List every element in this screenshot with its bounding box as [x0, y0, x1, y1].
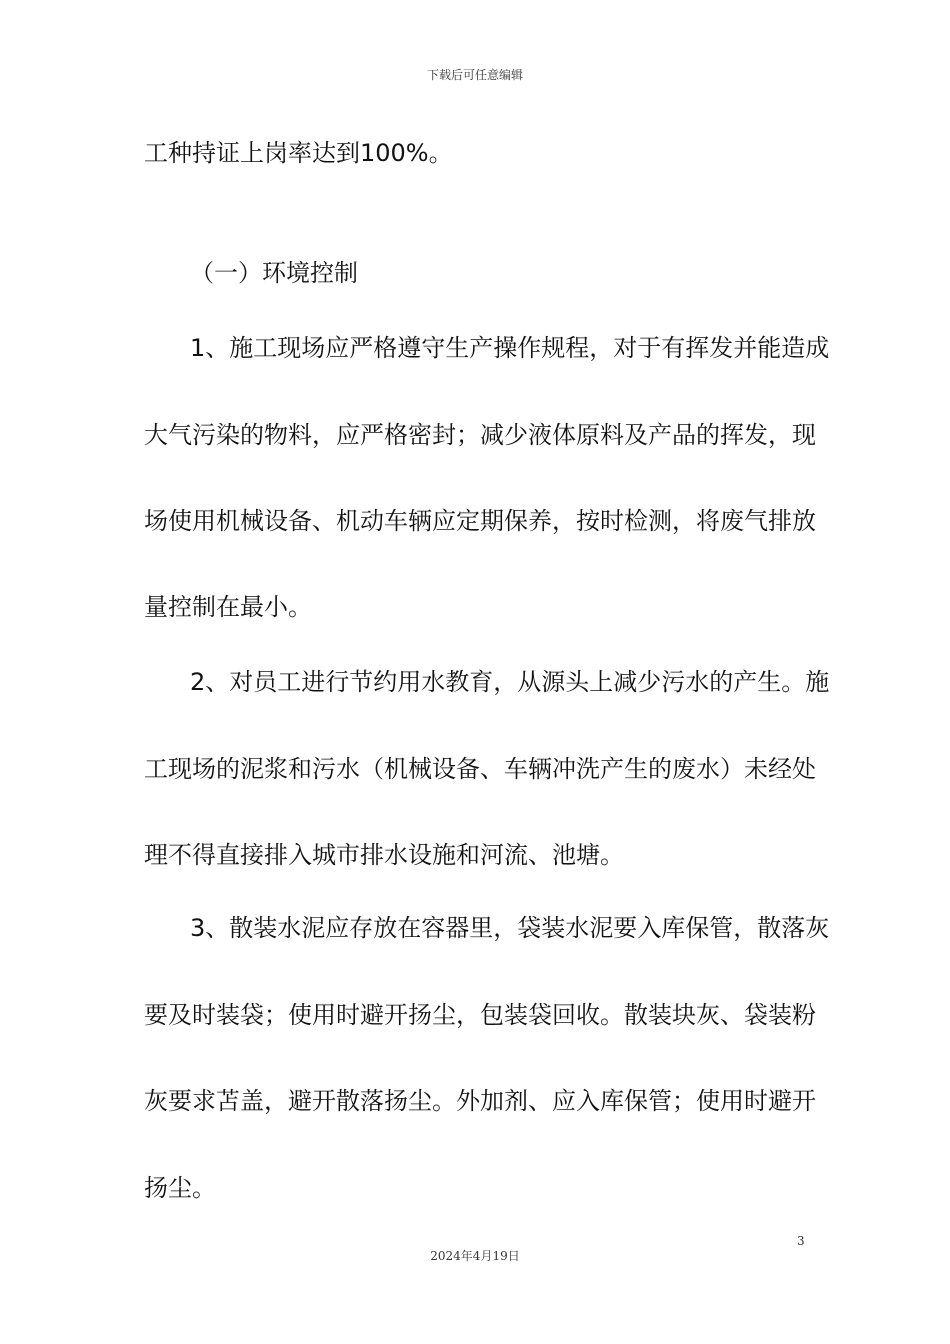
- section-heading: （一）环境控制: [190, 259, 358, 287]
- text-line: 大气污染的物料，应严格密封；减少液体原料及产品的挥发，现: [144, 421, 816, 449]
- page-header: 下载后可任意编辑: [426, 68, 523, 82]
- text-line: 灰要求苫盖，避开散落扬尘。外加剂、应入库保管；使用时避开: [144, 1087, 816, 1115]
- text-line: 1、施工现场应严格遵守生产操作规程，对于有挥发并能造成: [190, 334, 830, 362]
- page-footer-date: 2024年4月19日: [430, 1249, 520, 1263]
- text-line: 扬尘。: [144, 1174, 216, 1202]
- text-line: 3、散装水泥应存放在容器里，袋装水泥要入库保管，散落灰: [190, 914, 830, 942]
- text-line: 2、对员工进行节约用水教育，从源头上减少污水的产生。施: [190, 668, 830, 696]
- text-line: 工现场的泥浆和污水（机械设备、车辆冲洗产生的废水）未经处: [144, 755, 816, 783]
- text-line: 理不得直接排入城市排水设施和河流、池塘。: [144, 841, 624, 869]
- text-line: 量控制在最小。: [144, 593, 312, 621]
- page-number: 3: [797, 1234, 805, 1248]
- text-line: 场使用机械设备、机动车辆应定期保养，按时检测，将废气排放: [144, 507, 816, 535]
- text-line: 工种持证上岗率达到100%。: [144, 139, 453, 167]
- text-line: 要及时装袋；使用时避开扬尘，包装袋回收。散装块灰、袋装粉: [144, 1001, 816, 1029]
